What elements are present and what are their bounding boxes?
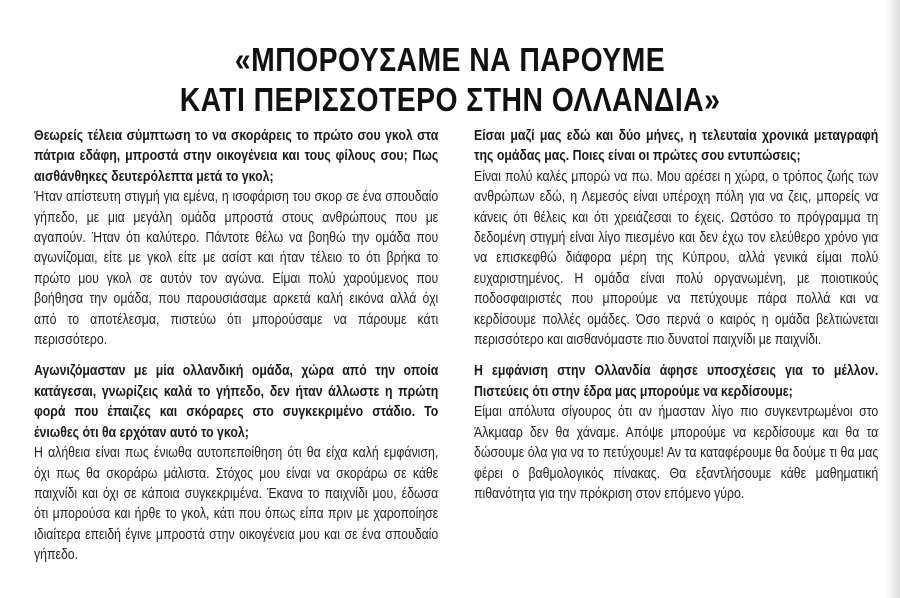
headline-line-2: ΚΑΤΙ ΠΕΡΙΣΣΟΤΕΡΟ ΣΤΗΝ ΟΛΛΑΝΔΙΑ»	[179, 81, 721, 119]
interview-question: Θεωρείς τέλεια σύμπτωση το να σκοράρεις το πρώτο σου γκολ στα πάτρια εδάφη, μπροστά στην οικογένεια και τους φίλους σου; Πως αισθάνθηκες δευτερόλεπτα μετά το γκολ;	[34, 127, 439, 185]
interview-answer: Είμαι απόλυτα σίγουρος ότι αν ήμασταν λίγο πιο συγκεντρωμένοι στο Άλκμααρ δεν θα χάναμε. Απόψε μπορούμε να κερδίσουμε και θα τα δώσουμε όλα για να το πετύχουμε! Αν τα καταφέρουμε θα δούμε τι θα μας φέρει ο βαθμολογικός πίνακας. Θα εξαντλήσουμε κάθε μαθηματική πιθανότητα για την πρόκριση στον επόμενο γύρο.	[474, 403, 879, 502]
interview-question: Η εμφάνιση στην Ολλανδία άφησε υποσχέσεις για το μέλλον. Πιστεύεις ότι στην έδρα μας μπορούμε να κερδίσουμε;	[474, 362, 879, 400]
interview-answer: Είναι πολύ καλές μπορώ να πω. Μου αρέσει η χώρα, ο τρόπος ζωής των ανθρώπων εδώ, η Λεμεσός είναι υπέροχη πόλη για να ζεις, μπορείς να κάνεις ότι θέλεις και ότι χρειάζεσαι το έχεις. Ωστόσο το πρόγραμμα τη δεδομένη στιγμή είναι λίγο πιεσμένο και δεν έχω τον ελεύθερο χρόνο για να επισκεφθώ διάφορα μέρη της Κύπρου, αλλά γενικά είμαι πολύ ευχαριστημένος. Η ομάδα είναι πολύ οργανωμένη, με ποιοτικούς ποδοσφαιριστές που μπορούμε να πετύχουμε πάρα πολλά και να κερδίσουμε πολλές ομάδες. Όσο περνά ο καιρός η ομάδα βελτιώνεται περισσότερο και αισθανόμαστε πιο δυνατοί παιχνίδι με παιχνίδι.	[474, 167, 879, 349]
interview-answer: Ήταν απίστευτη στιγμή για εμένα, η ισοφάριση του σκορ σε ένα σπουδαίο γήπεδο, με μια μεγάλη ομάδα μπροστά στους ανθρώπους που με αγαπούν. Ήταν ότι καλύτερο. Πάντοτε θέλω να βοηθώ την ομάδα που αγωνίζομαι, είτε με γκολ είτε με ασίστ και ήταν τέλειο το ότι βρήκα το πρώτο μου γκολ σε αυτόν τον αγώνα. Είμαι πολύ χαρούμενος που βοήθησα την ομάδα, που παρουσιάσαμε αρκετά καλή εικόνα αλλά όχι από το αποτέλεσμα, πιστεύω ότι μπορούσαμε να πάρουμε κάτι περισσότερο.	[34, 188, 439, 349]
right-column	[474, 126, 878, 515]
page-edge-shadow	[886, 0, 900, 598]
headline-line-1: «ΜΠΟΡΟΥΣΑΜΕ ΝΑ ΠΑΡΟΥΜΕ	[234, 41, 666, 79]
qa-block	[474, 361, 878, 504]
qa-block	[34, 361, 438, 565]
interview-question: Αγωνιζόμασταν με μία ολλανδική ομάδα, χώρα από την οποία κατάγεσαι, γνωρίζεις καλά το γήπεδο, δεν ήταν άλλωστε η πρώτη φορά που έπαιζες και σκόραρες στο συγκεκριμένο στάδιο. Το ένιωθες ότι θα ερχόταν αυτό το γκολ;	[34, 362, 439, 441]
article-headline	[63, 40, 837, 120]
interview-question: Είσαι μαζί μας εδώ και δύο μήνες, η τελευταία χρονικά μεταγραφή της ομάδας μας. Ποιες είναι οι πρώτες σου εντυπώσεις;	[474, 127, 879, 165]
qa-block	[474, 126, 878, 350]
qa-block	[34, 126, 438, 350]
interview-answer: Η αλήθεια είναι πως ένιωθα αυτοπεποίθηση ότι θα είχα καλή εμφάνιση, όχι πως θα σκοράρω μάλιστα. Στόχος μου είναι να σκοράρω σε κάθε παιχνίδι και όχι σε κάποια συγκεκριμένα. Έκανα το παιχνίδι μου, έδωσα ότι μπορούσα και ήρθε το γκολ, κάτι που όπως είπα πριν με χαροποίησε ιδιαίτερα επειδή έγινε μπροστά στην οικογένεια μου και σε ένα σπουδαίο γήπεδο.	[34, 444, 439, 564]
left-column	[34, 126, 438, 577]
